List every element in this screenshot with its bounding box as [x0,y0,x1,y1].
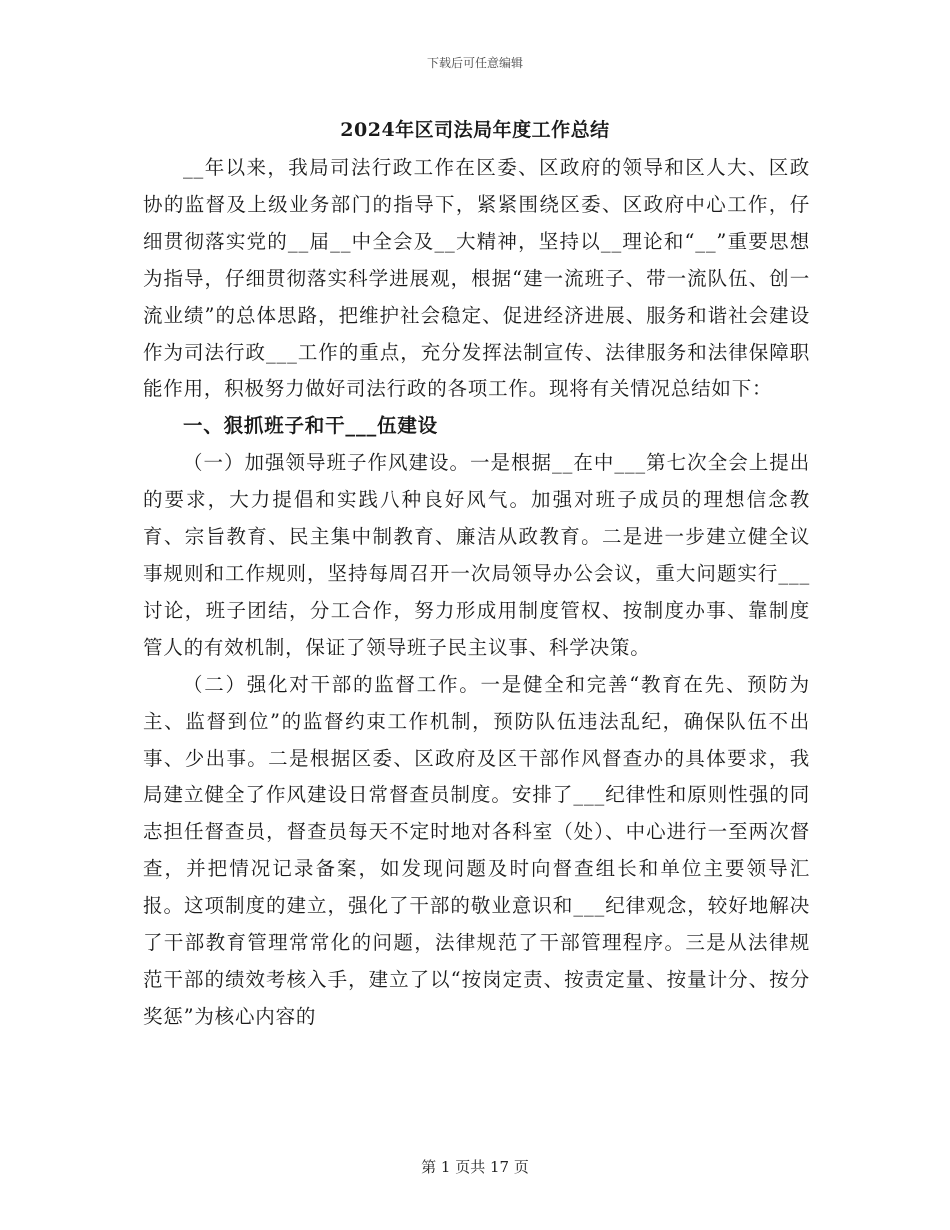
document-title: 2024年区司法局年度工作总结 [340,119,610,141]
header-note: 下载后可任意编辑 [426,56,523,70]
document-body [143,150,810,1036]
paragraph-section-1-2: （二）强化对干部的监督工作。一是健全和完善“教育在先、预防为主、监督到位”的监督约束工作机制，预防队伍违法乱纪，确保队伍不出事、少出事。二是根据区委、区政府及区干部作风督查办的具体要求，我局建立健全了作风建设日常督查员制度。安排了___纪律性和原则性强的同志担任督查员，督查员每天不定时地对各科室（处）、中心进行一至两次督查，并把情况记录备案，如发现问题及时向督查组长和单位主要领导汇报。这项制度的建立，强化了干部的敬业意识和___纪律观念，较好地解决了干部教育管理常常化的问题，法律规范了干部管理程序。三是从法律规范干部的绩效考核入手，建立了以“按岗定责、按责定量、按量计分、按分奖惩”为核心内容的 [143,672,810,1028]
paragraph-section-1-1: （一）加强领导班子作风建设。一是根据__在中___第七次全会上提出的要求，大力提倡和实践八种良好风气。加强对班子成员的理想信念教育、宗旨教育、民主集中制教育、廉洁从政教育。二是进一步建立健全议事规则和工作规则，坚持每周召开一次局领导办公会议，重大问题实行___讨论，班子团结，分工合作，努力形成用制度管权、按制度办事、靠制度管人的有效机制，保证了领导班子民主议事、科学决策。 [143,451,810,659]
page-footer: 第 1 页共 17 页 [421,1158,529,1176]
section-heading-1: 一、狠抓班子和干___伍建设 [183,414,438,438]
paragraph-intro: __年以来，我局司法行政工作在区委、区政府的领导和区人大、区政协的监督及上级业务部门的指导下，紧紧围绕区委、区政府中心工作，仔细贯彻落实党的__届__中全会及__大精神，坚持以__理论和“__”重要思想为指导，仔细贯彻落实科学进展观，根据“建一流班子、带一流队伍、创一流业绩”的总体思路，把维护社会稳定、促进经济进展、服务和谐社会建设作为司法行政___工作的重点，充分发挥法制宣传、法律服务和法律保障职能作用，积极努力做好司法行政的各项工作。现将有关情况总结如下： [143,156,810,401]
